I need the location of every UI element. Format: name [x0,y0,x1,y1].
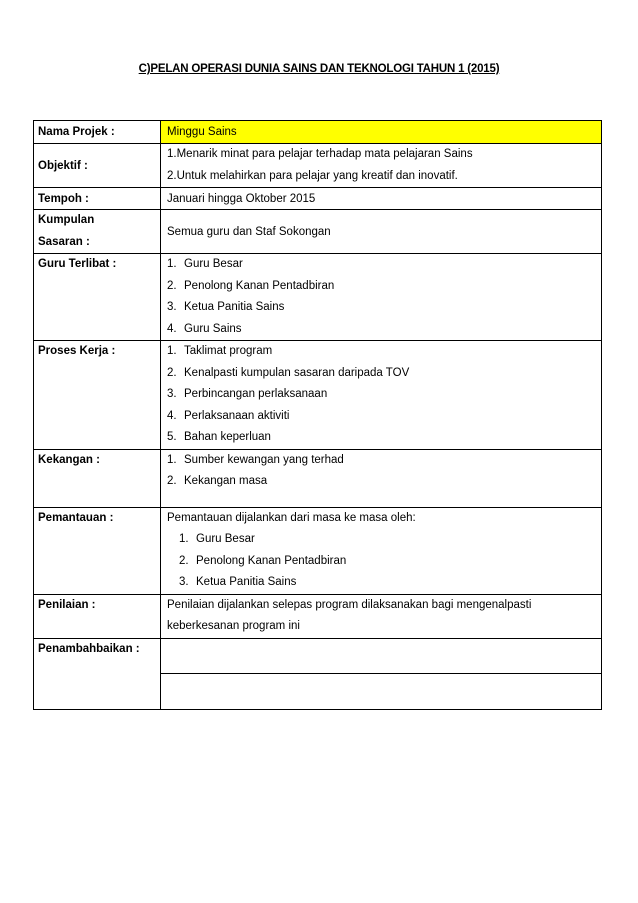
label-penambahbaikan [34,638,161,709]
document-title: C)PELAN OPERASI DUNIA SAINS DAN TEKNOLOGI TAHUN 1 (2015) [138,63,500,75]
list-item [167,471,595,493]
item-text: Guru Besar [184,258,243,270]
list-item [167,363,595,385]
list-item [167,319,595,341]
item-number: 3. [167,388,177,400]
penambahbaikan-field-2[interactable] [161,673,602,709]
label-guru-terlibat-text: Guru Terlibat : [38,258,117,270]
item-text: Ketua Panitia Sains [196,576,297,588]
item-number: 2. [167,475,177,487]
label-proses-kerja-text: Proses Kerja : [38,345,116,357]
list-item [167,572,595,594]
item-number: 2. [167,279,177,292]
list-item [167,254,595,276]
list-item [167,406,595,428]
value-penilaian [161,594,602,638]
label-penambahbaikan-text: Penambahbaikan : [38,642,140,655]
label-kumpulan: Kumpulan [38,214,95,226]
pemantauan-intro: Pemantauan dijalankan dari masa ke masa oleh: [167,511,416,524]
label-penilaian-text: Penilaian : [38,598,96,611]
item-number: 1. [167,258,177,270]
label-guru-terlibat [34,254,161,341]
label-proses-kerja [34,341,161,450]
project-plan-table [33,120,602,710]
row-nama-projek [34,121,602,144]
row-tempoh [34,188,602,210]
penilaian-line-1: Penilaian dijalankan selepas program dilaksanakan bagi mengenalpasti [167,598,532,611]
penilaian-line-2: keberkesanan program ini [167,620,300,632]
item-text: Penolong Kanan Pentadbiran [196,554,347,567]
value-kekangan [161,449,602,507]
item-text: Penolong Kanan Pentadbiran [184,279,335,292]
item-text: Taklimat program [184,345,273,357]
item-number: 1. [167,345,177,357]
item-number: 1. [167,453,177,466]
list-item [167,276,595,298]
item-text: Guru Sains [184,322,242,335]
row-penilaian [34,594,602,638]
objektif-line-1: 1.Menarik minat para pelajar terhadap mata pelajaran Sains [167,148,473,160]
item-number: 4. [167,322,177,335]
list-item [167,384,595,406]
list-item [167,450,595,472]
label-kekangan [34,449,161,507]
objektif-line-2: 2.Untuk melahirkan para pelajar yang kreatif dan inovatif. [167,169,458,182]
list-item [167,427,595,449]
value-objektif [161,144,602,188]
penambahbaikan-field-1[interactable] [161,638,602,673]
value-tempoh: Januari hingga Oktober 2015 [161,188,602,210]
item-text: Perbincangan perlaksanaan [184,388,328,400]
item-number: 3. [179,576,189,588]
item-text: Kenalpasti kumpulan sasaran daripada TOV [184,366,410,379]
value-proses-kerja [161,341,602,450]
list-item [167,341,595,363]
list-item [167,551,595,573]
list-item [167,297,595,319]
row-objektif [34,144,602,188]
item-text: Sumber kewangan yang terhad [184,453,344,466]
value-guru-terlibat [161,254,602,341]
label-pemantauan-text: Pemantauan : [38,511,114,524]
label-penilaian [34,594,161,638]
item-text: Ketua Panitia Sains [184,301,285,313]
list-item [167,529,595,551]
label-pemantauan [34,507,161,594]
value-pemantauan [161,507,602,594]
item-number: 3. [167,301,177,313]
row-penambahbaikan-1 [34,638,602,673]
label-tempoh: Tempoh : [34,188,161,210]
item-number: 2. [167,366,177,379]
label-kumpulan-sasaran [34,210,161,254]
row-kekangan [34,449,602,507]
label-kekangan-text: Kekangan : [38,453,100,466]
item-number: 2. [179,554,189,567]
value-kumpulan-sasaran: Semua guru dan Staf Sokongan [161,210,602,254]
row-proses-kerja [34,341,602,450]
item-text: Perlaksanaan aktiviti [184,409,290,422]
item-number: 1. [179,533,189,545]
value-nama-projek: Minggu Sains [161,121,602,144]
item-text: Guru Besar [196,533,255,545]
label-nama-projek: Nama Projek : [34,121,161,144]
item-text: Kekangan masa [184,475,268,487]
row-kumpulan-sasaran [34,210,602,254]
row-pemantauan [34,507,602,594]
item-number: 4. [167,409,177,422]
label-sasaran: Sasaran : [38,235,90,248]
label-objektif: Objektif : [34,144,161,188]
row-guru-terlibat [34,254,602,341]
item-number: 5. [167,431,177,443]
item-text: Bahan keperluan [184,431,271,443]
